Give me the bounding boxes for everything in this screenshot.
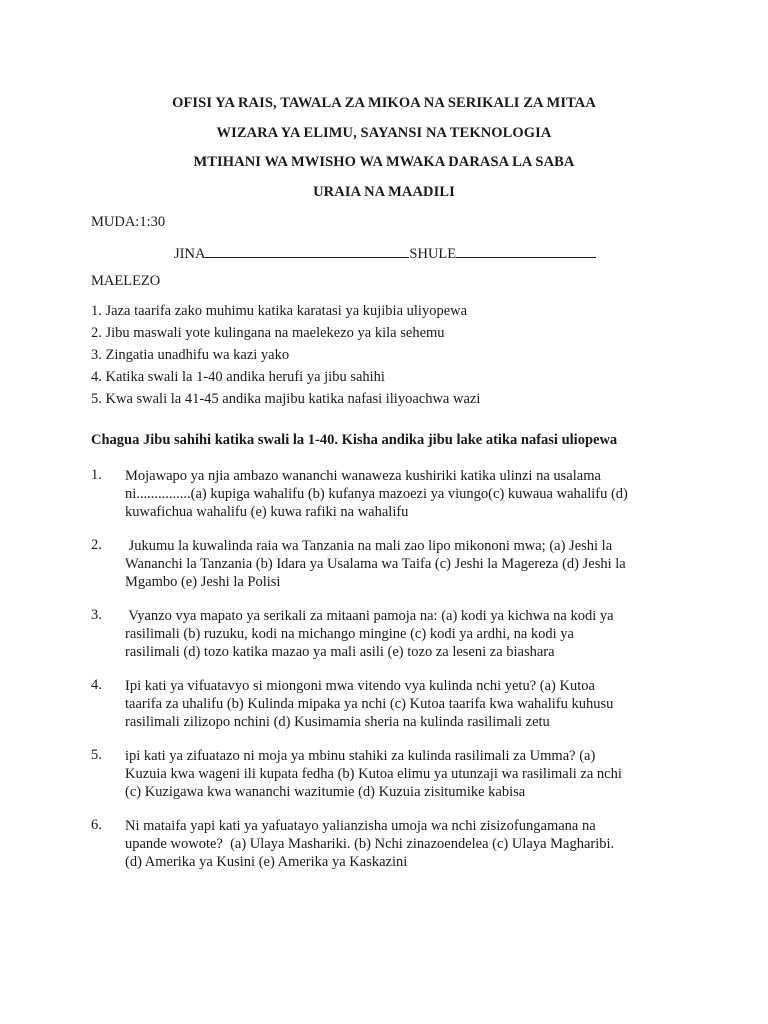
header-ministry: WIZARA YA ELIMU, SAYANSI NA TEKNOLOGIA (216, 125, 552, 141)
section-instruction: Chagua Jibu sahihi katika swali la 1-40. Kisha andika jibu lake atika nafasi uliopewa (91, 432, 618, 448)
jina-label: JINA (174, 246, 206, 262)
question-number: 1. (91, 467, 102, 483)
question-line: Kuzuia kwa wageni ili kupata fedha (b) Kutoa elimu ya utunzaji wa rasilimali za nchi (125, 766, 622, 782)
shule-blank[interactable] (456, 243, 596, 258)
question-line: rasilimali zilizopo nchini (d) Kusimamia sheria na kulinda rasilimali zetu (125, 714, 550, 730)
name-school-row (174, 243, 596, 263)
question-line: Mojawapo ya njia ambazo wananchi wanaweza kushiriki katika ulinzi na usalama (125, 468, 601, 484)
question-line: taarifa za uhalifu (b) Kulinda mipaka ya nchi (c) Kutoa taarifa kwa wahalifu kuhusu (125, 696, 614, 712)
question-line: rasilimali (b) ruzuku, kodi na michango mingine (c) kodi ya ardhi, na kodi ya (125, 626, 574, 642)
question-line: Ni mataifa yapi kati ya yafuatayo yalianzisha umoja wa nchi zisizofungamana na (125, 818, 596, 834)
question-text (125, 467, 685, 521)
question-line: Vyanzo vya mapato ya serikali za mitaani pamoja na: (a) kodi ya kichwa na kodi ya (125, 608, 614, 624)
question-number: 5. (91, 747, 102, 763)
question-number: 3. (91, 607, 102, 623)
question-line: Jukumu la kuwalinda raia wa Tanzania na mali zao lipo mikononi mwa; (a) Jeshi la (125, 538, 613, 554)
question-text (125, 677, 685, 731)
header-exam-title: MTIHANI WA MWISHO WA MWAKA DARASA LA SABA (193, 154, 575, 170)
instruction-item: 1. Jaza taarifa zako muhimu katika karatasi ya kujibia uliyopewa (91, 303, 468, 319)
question-text (125, 817, 685, 871)
exam-duration: MUDA:1:30 (91, 214, 166, 230)
question-line: Ipi kati ya vifuatavyo si miongoni mwa vitendo vya kulinda nchi yetu? (a) Kutoa (125, 678, 595, 694)
question-line: Wananchi la Tanzania (b) Idara ya Usalama wa Taifa (c) Jeshi la Magereza (d) Jeshi la (125, 556, 626, 572)
question-number: 4. (91, 677, 102, 693)
question-text (125, 537, 685, 591)
question-text (125, 747, 685, 801)
jina-blank[interactable] (205, 243, 409, 258)
question-line: rasilimali (d) tozo katika mazao ya mali asili (e) tozo za leseni za biashara (125, 644, 555, 660)
header-office: OFISI YA RAIS, TAWALA ZA MIKOA NA SERIKALI ZA MITAA (172, 95, 596, 111)
question-line: (c) Kuzigawa kwa wananchi wazitumie (d) Kuzuia zisitumike kabisa (125, 784, 526, 800)
question-text (125, 607, 685, 661)
header-subject: URAIA NA MAADILI (313, 184, 455, 200)
question-line: upande wowote? (a) Ulaya Mashariki. (b) Nchi zinazoendelea (c) Ulaya Magharibi. (125, 836, 615, 852)
question-number: 6. (91, 817, 102, 833)
shule-label: SHULE (409, 246, 457, 262)
question-line: ni...............(a) kupiga wahalifu (b) kufanya mazoezi ya viungo(c) kuwaua wahalifu (d) (125, 486, 628, 502)
instruction-item: 3. Zingatia unadhifu wa kazi yako (91, 347, 290, 363)
maelezo-title: MAELEZO (91, 273, 161, 289)
question-number: 2. (91, 537, 102, 553)
instruction-item: 2. Jibu maswali yote kulingana na maelekezo ya kila sehemu (91, 325, 445, 341)
question-line: kuwafichua wahalifu (e) kuwa rafiki na wahalifu (125, 504, 409, 520)
question-line: ipi kati ya zifuatazo ni moja ya mbinu stahiki za kulinda rasilimali za Umma? (a) (125, 748, 596, 764)
instruction-item: 5. Kwa swali la 41-45 andika majibu katika nafasi iliyoachwa wazi (91, 391, 481, 407)
question-line: Mgambo (e) Jeshi la Polisi (125, 574, 281, 590)
instruction-item: 4. Katika swali la 1-40 andika herufi ya jibu sahihi (91, 369, 385, 385)
question-line: (d) Amerika ya Kusini (e) Amerika ya Kaskazini (125, 854, 408, 870)
